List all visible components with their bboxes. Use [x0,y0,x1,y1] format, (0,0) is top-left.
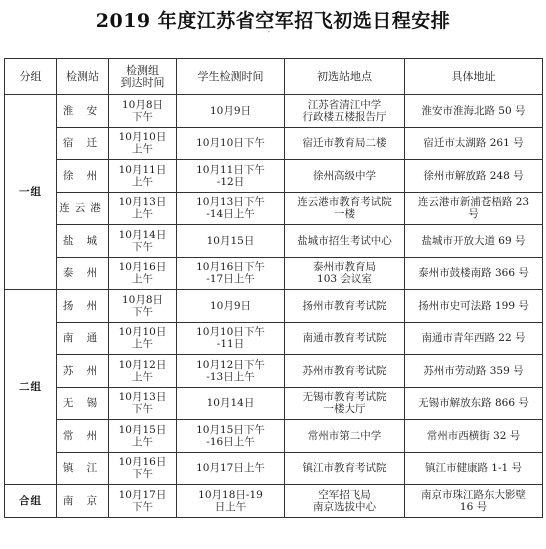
header-arrival: 检测组 到达时间 [109,59,177,95]
table-header-row [5,59,543,95]
address-cell: 盐城市开放大道 69 号 [405,225,543,258]
site-cell: 泰州市教育局 103 会议室 [285,257,405,290]
address-cell: 无锡市解放东路 866 号 [405,387,543,420]
arrival-cell: 10月8日 下午 [109,290,177,323]
site-cell: 盐城市招生考试中心 [285,225,405,258]
table-row [5,387,543,420]
table-row [5,322,543,355]
station-cell: 淮 安 [57,95,109,128]
table-row [5,225,543,258]
document-title: 2019 年度江苏省空军招飞初选日程安排 [95,10,451,32]
table-row [5,355,543,388]
table-row [5,485,543,518]
site-cell: 扬州市教育考试院 [285,290,405,323]
header-group: 分组 [5,59,57,95]
table-row [5,95,543,128]
test-time-cell: 10月15日下午 -16日上午 [177,420,285,453]
header-site: 初选站地点 [285,59,405,95]
station-cell: 徐 州 [57,160,109,193]
test-time-cell: 10月11日下午 -12日 [177,160,285,193]
table-row [5,420,543,453]
test-time-cell: 10月9日 [177,290,285,323]
test-time-cell: 10月12日下午 -13日上午 [177,355,285,388]
site-cell: 常州市第二中学 [285,420,405,453]
address-cell: 宿迁市太湖路 261 号 [405,127,543,160]
arrival-cell: 10月16日 上午 [109,257,177,290]
station-cell: 镇 江 [57,452,109,485]
station-cell: 扬 州 [57,290,109,323]
station-cell: 南 通 [57,322,109,355]
address-cell: 徐州市解放路 248 号 [405,160,543,193]
station-cell: 南 京 [57,485,109,518]
station-cell: 常 州 [57,420,109,453]
arrival-cell: 10月8日 下午 [109,95,177,128]
table-row [5,452,543,485]
site-cell: 镇江市教育考试院 [285,452,405,485]
arrival-cell: 10月15日 上午 [109,420,177,453]
arrival-cell: 10月13日 下午 [109,387,177,420]
arrival-cell: 10月10日 上午 [109,322,177,355]
test-time-cell: 10月9日 [177,95,285,128]
site-cell: 连云港市教育考试院 一楼 [285,192,405,225]
test-time-cell: 10月10日下午 -11日 [177,322,285,355]
address-cell: 南通市青年西路 22 号 [405,322,543,355]
site-cell: 宿迁市教育局二楼 [285,127,405,160]
table-row [5,160,543,193]
group-name: 合组 [5,485,57,518]
station-cell: 无 锡 [57,387,109,420]
table-row [5,257,543,290]
address-cell: 扬州市史可法路 199 号 [405,290,543,323]
station-cell: 泰 州 [57,257,109,290]
station-cell: 盐 城 [57,225,109,258]
site-cell: 无锡市教育考试院 一楼大厅 [285,387,405,420]
arrival-cell: 10月16日 下午 [109,452,177,485]
test-time-cell: 10月10日下午 [177,127,285,160]
table-row [5,192,543,225]
test-time-cell: 10月18日-19 日上午 [177,485,285,518]
site-cell: 苏州市教育考试院 [285,355,405,388]
site-cell: 徐州高级中学 [285,160,405,193]
schedule-table [4,58,543,518]
header-test-time: 学生检测时间 [177,59,285,95]
address-cell: 镇江市健康路 1-1 号 [405,452,543,485]
header-address: 具体地址 [405,59,543,95]
arrival-cell: 10月12日 上午 [109,355,177,388]
title-mark: ′ [268,30,270,39]
arrival-cell: 10月13日 上午 [109,192,177,225]
address-cell: 常州市西横街 32 号 [405,420,543,453]
site-cell: 江苏省清江中学 行政楼五楼报告厅 [285,95,405,128]
site-cell: 南通市教育考试院 [285,322,405,355]
arrival-cell: 10月11日 上午 [109,160,177,193]
address-cell: 南京市珠江路东大影壁 16 号 [405,485,543,518]
table-row [5,127,543,160]
station-cell: 连云港 [57,192,109,225]
test-time-cell: 10月13日下午 -14日上午 [177,192,285,225]
address-cell: 苏州市劳动路 359 号 [405,355,543,388]
header-station: 检测站 [57,59,109,95]
station-cell: 宿 迁 [57,127,109,160]
station-cell: 苏 州 [57,355,109,388]
test-time-cell: 10月17日上午 [177,452,285,485]
group-name: 二组 [5,290,57,485]
test-time-cell: 10月16日下午 -17日上午 [177,257,285,290]
arrival-cell: 10月14日 下午 [109,225,177,258]
table-row [5,290,543,323]
arrival-cell: 10月17日 下午 [109,485,177,518]
address-cell: 连云港市新浦苍梧路 23 号 [405,192,543,225]
site-cell: 空军招飞局 南京选拔中心 [285,485,405,518]
test-time-cell: 10月15日 [177,225,285,258]
test-time-cell: 10月14日 [177,387,285,420]
group-name: 一组 [5,95,57,290]
address-cell: 泰州市鼓楼南路 366 号 [405,257,543,290]
address-cell: 淮安市淮海北路 50 号 [405,95,543,128]
arrival-cell: 10月10日 上午 [109,127,177,160]
